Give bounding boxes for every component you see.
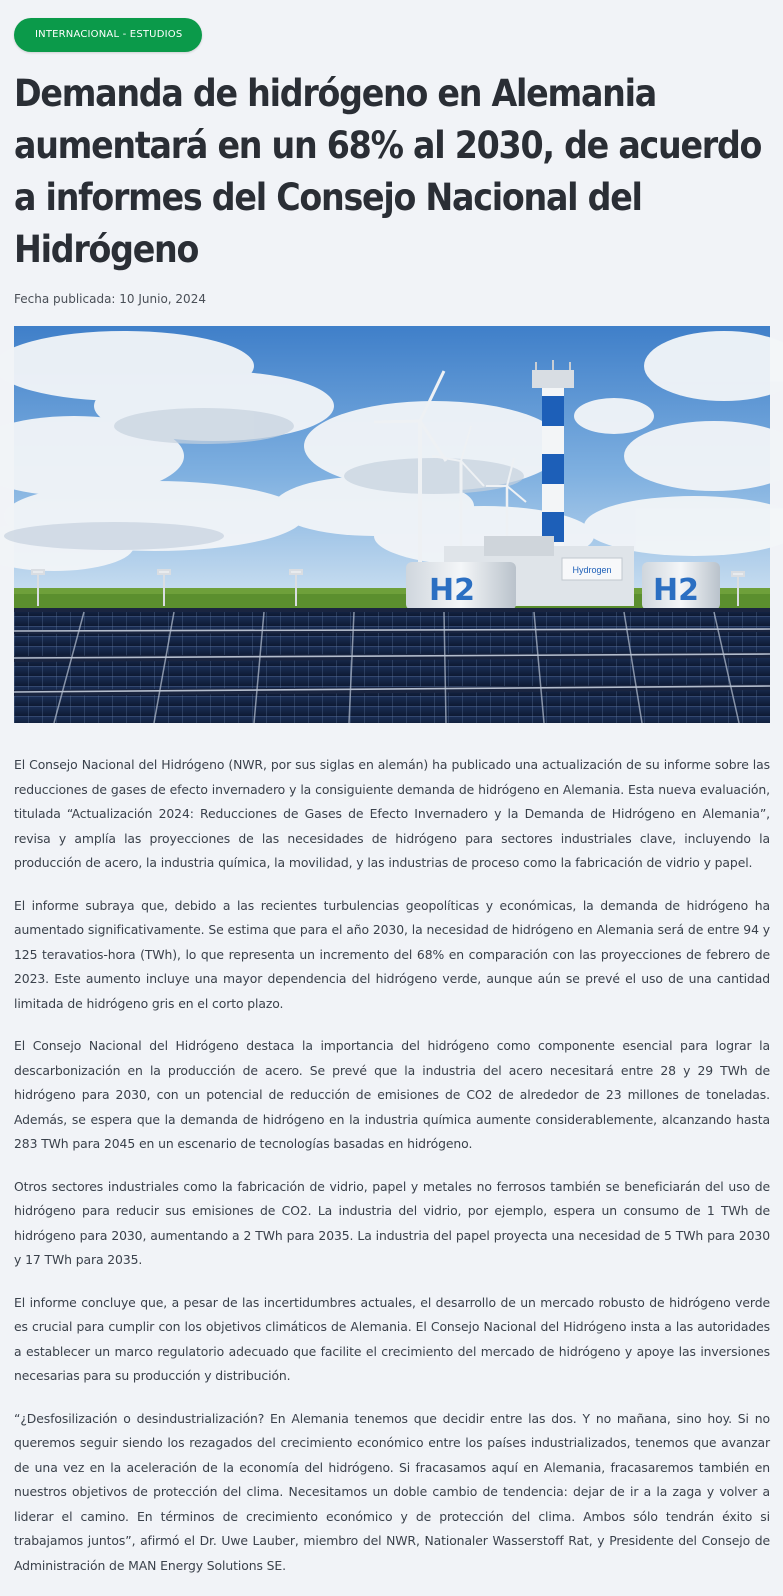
hero-image bbox=[14, 326, 770, 723]
article-body bbox=[14, 753, 770, 1578]
tank-label-right: H2 bbox=[653, 573, 699, 608]
solar-panels bbox=[14, 608, 770, 723]
paragraph: El Consejo Nacional del Hidrógeno destaca la importancia del hidrógeno como componente esencial para lograr la descarbonización en la producción de acero. Se prevé que la industria del acero necesitará entre 28 y 29 TWh de hidrógeno para 2030, con un potencial de reducción de emisiones de CO2 de alrededor de 23 millones de toneladas. Además, se espera que la demanda de hidrógeno en la industria química aumente considerablemente, alcanzando hasta 283 TWh para 2045 en un escenario de tecnologías basadas en hidrógeno. bbox=[14, 1038, 770, 1151]
paragraph: El informe concluye que, a pesar de las incertidumbres actuales, el desarrollo de un mercado robusto de hidrógeno verde es crucial para cumplir con los objetivos climáticos de Alemania. El Consejo Nacional del Hidrógeno insta a las autoridades a establecer un marco regulatorio adecuado que facilite el crecimiento del mercado de hidrógeno y apoye las inversiones necesarias para su producción y distribución. bbox=[14, 1294, 770, 1383]
publish-date: Fecha publicada: 10 Junio, 2024 bbox=[14, 292, 206, 306]
category-badge[interactable]: INTERNACIONAL - ESTUDIOS bbox=[14, 18, 202, 52]
paragraph: El Consejo Nacional del Hidrógeno (NWR, por sus siglas en alemán) ha publicado una actualización de su informe sobre las reducciones de gases de efecto invernadero y la consiguiente demanda de hidrógeno en Alemania. Esta nueva evaluación, titulada “Actualización 2024: Reducciones de Gases de Efecto Invernadero y la Demanda de Hidrógeno en Alemania”, revisa y amplía las proyecciones de las necesidades de hidrógeno para sectores industriales clave, incluyendo la producción de acero, la industria química, la movilidad, y las industrias de proceso como la fabricación de vidrio y papel. bbox=[14, 757, 770, 870]
article bbox=[14, 18, 770, 1596]
paragraph: “¿Desfosilización o desindustrialización? En Alemania tenemos que decidir entre las dos. Y no mañana, sino hoy. Si no queremos seguir siendo los rezagados del crecimiento económico entre los países industrializados, tenemos que avanzar de una vez en la aceleración de la economía del hidrógeno. Si fracasamos aquí en Alemania, fracasaremos también en nuestros objetivos de protección del clima. Necesitamos un doble cambio de tendencia: dejar de ir a la zaga y volver a liderar el camino. En términos de crecimiento económico y de protección del clima. Ambos sólo tendrán éxito si trabajamos juntos”, afirmó el Dr. Uwe Lauber, miembro del NWR, Nationaler Wasserstoff Rat, y Presidente del Consejo de Administración de MAN Energy Solutions SE. bbox=[14, 1410, 770, 1573]
article-title: Demanda de hidrógeno en Alemania aumentará en un 68% al 2030, de acuerdo a informes del Consejo Nacional del Hidrógeno bbox=[14, 72, 762, 271]
hydrogen-sign: Hydrogen bbox=[572, 565, 612, 575]
tank-label-left: H2 bbox=[429, 573, 475, 608]
paragraph: Otros sectores industriales como la fabricación de vidrio, papel y metales no ferrosos también se beneficiarán del uso de hidrógeno para reducir sus emisiones de CO2. La industria del vidrio, por ejemplo, espera un consumo de 1 TWh de hidrógeno para 2030, aumentando a 2 TWh para 2035. La industria del papel proyecta una necesidad de 5 TWh para 2030 y 17 TWh para 2035. bbox=[14, 1178, 770, 1267]
paragraph: El informe subraya que, debido a las recientes turbulencias geopolíticas y económicas, la demanda de hidrógeno ha aumentado significativamente. Se estima que para el año 2030, la necesidad de hidrógeno en Alemania será de entre 94 y 125 teravatios-hora (TWh), lo que representa un incremento del 68% en comparación con las proyecciones de febrero de 2023. Este aumento incluye una mayor dependencia del hidrógeno verde, aunque aún se prevé el uso de una cantidad limitada de hidrógeno gris en el corto plazo. bbox=[14, 897, 770, 1011]
